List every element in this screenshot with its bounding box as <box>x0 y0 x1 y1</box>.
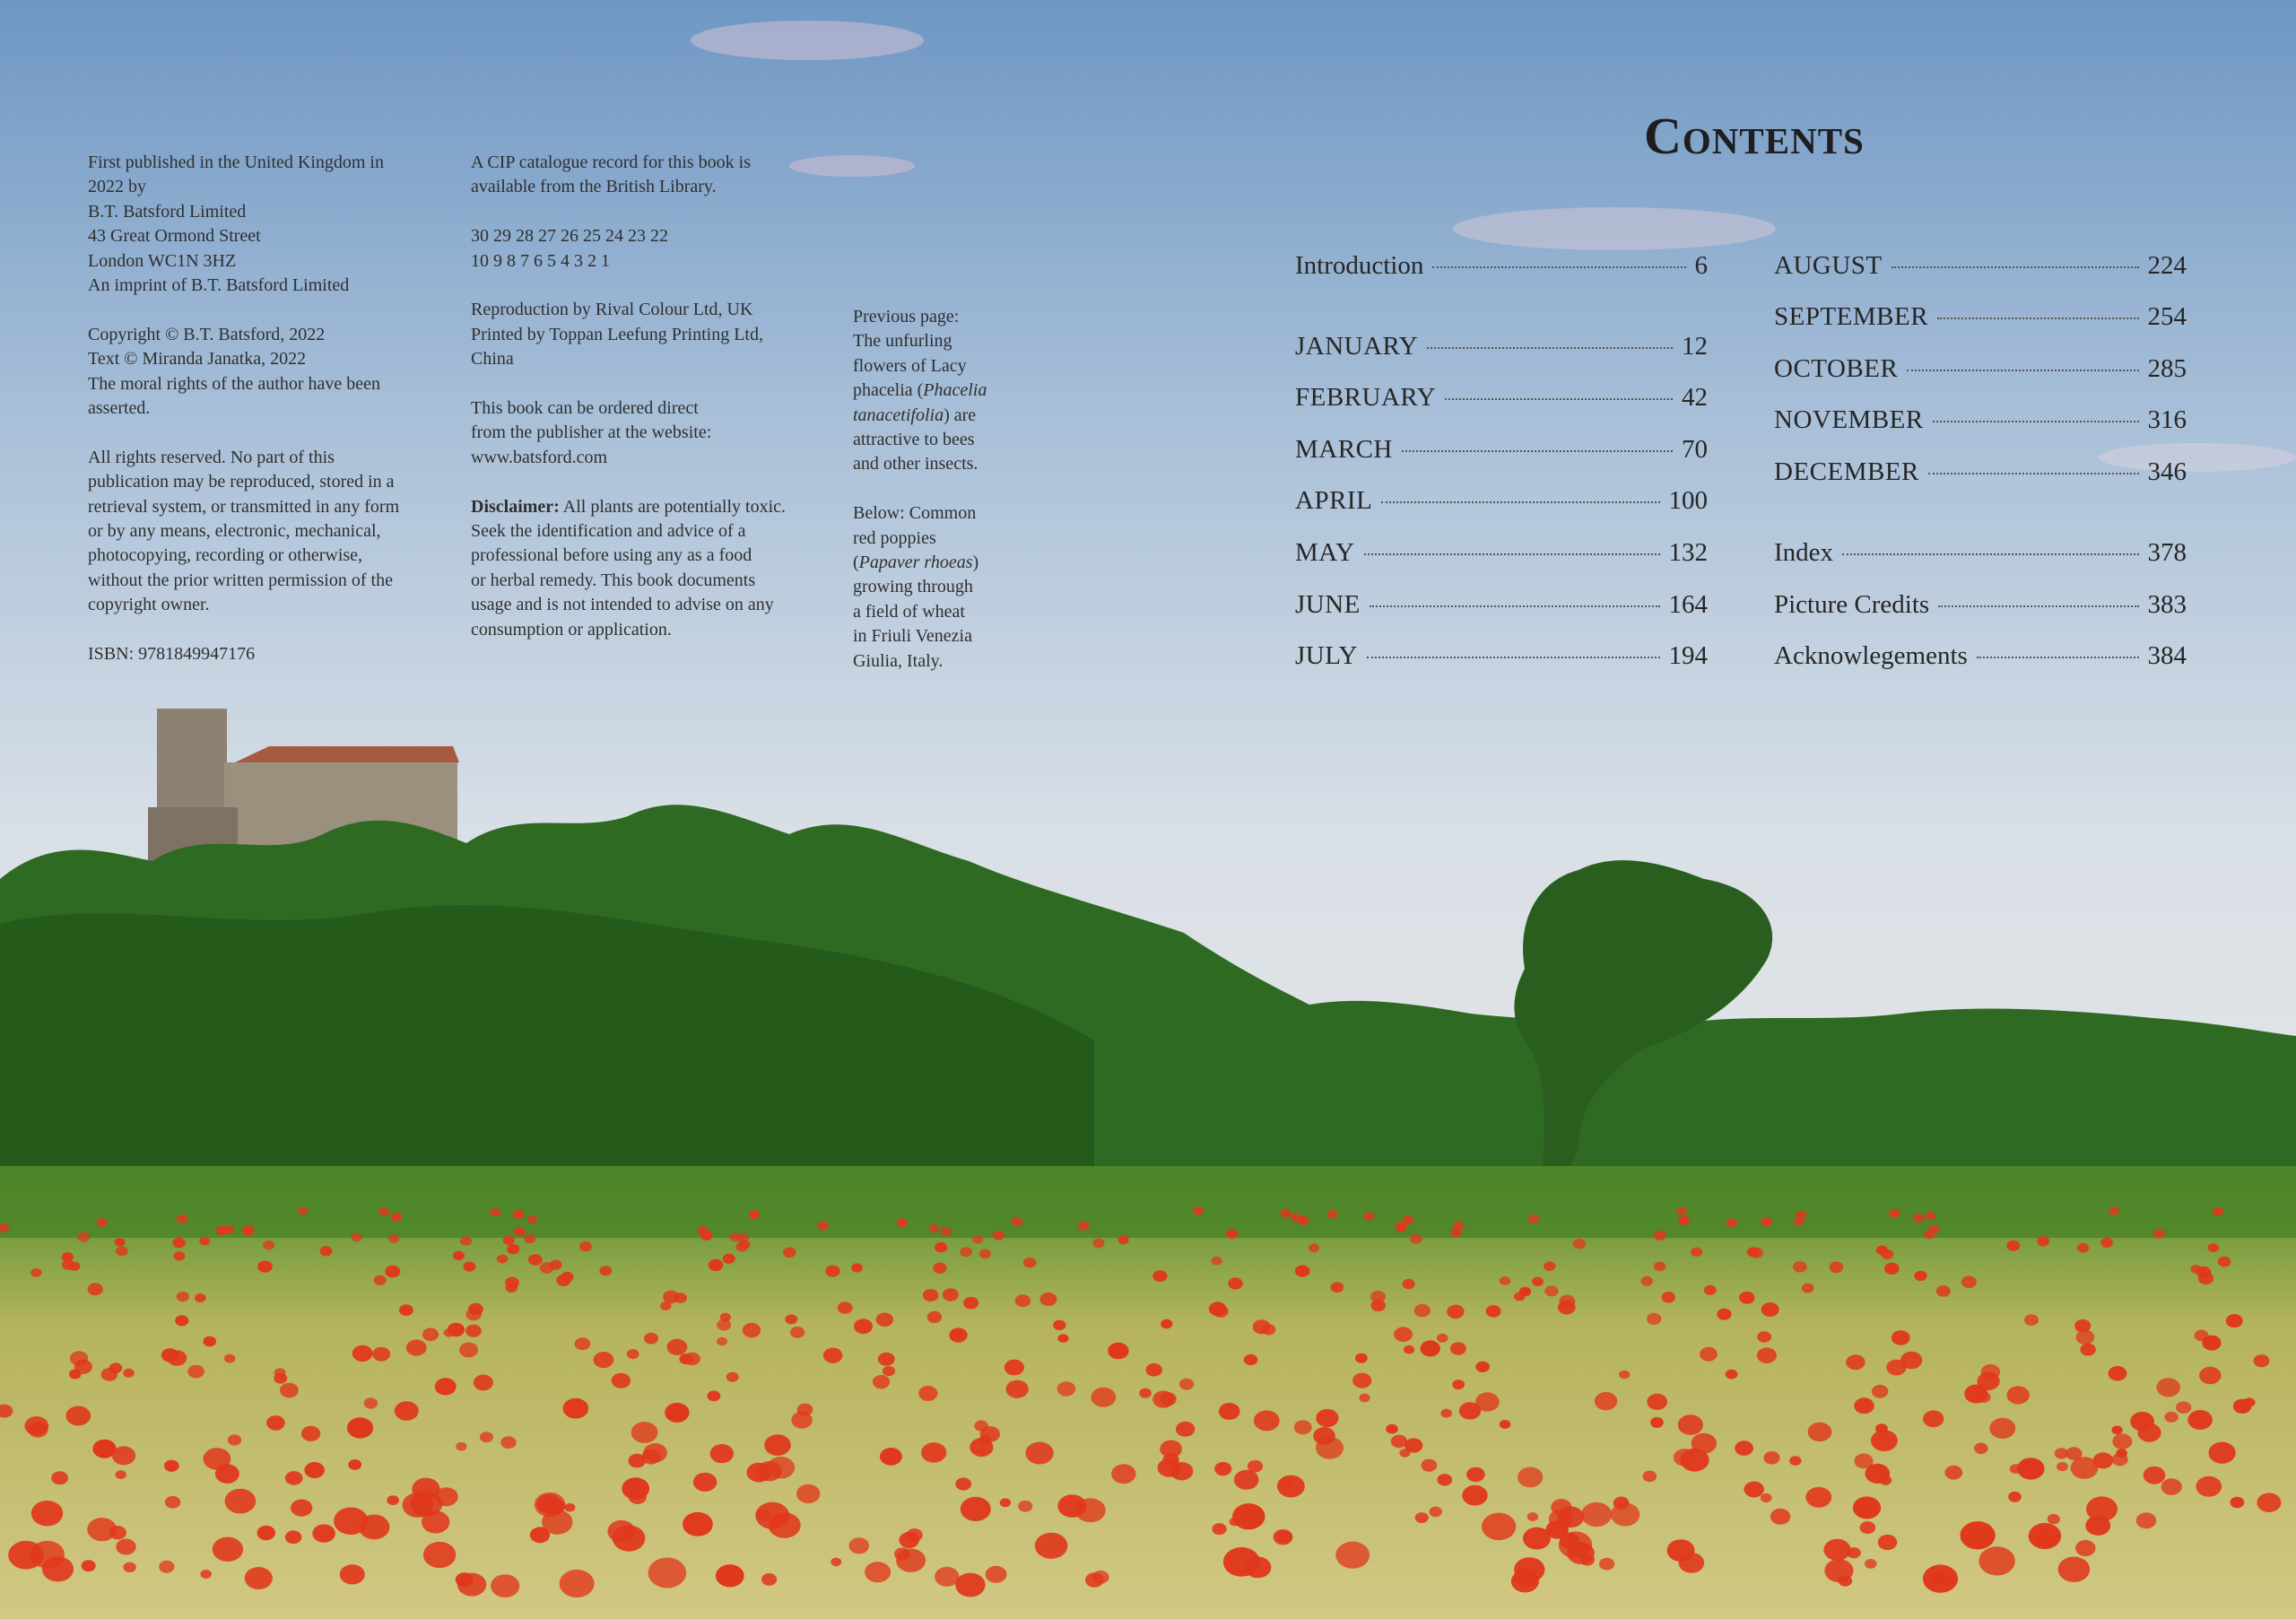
text-line: 10 9 8 7 6 5 4 3 2 1 <box>471 250 610 271</box>
toc-page-number: 285 <box>2147 354 2187 383</box>
dot-leader <box>1842 553 2138 555</box>
dot-leader <box>1928 473 2139 474</box>
dot-leader <box>1367 657 1660 658</box>
text-line: retrieval system, or transmitted in any form <box>88 496 400 517</box>
dot-leader <box>1937 318 2138 319</box>
caption-poppy-species: Papaver rhoeas <box>858 553 973 573</box>
text-line: ISBN: 9781849947176 <box>88 644 256 665</box>
toc-entry-acknowlegements[interactable] <box>1774 641 2187 671</box>
text-line: Copyright © B.T. Batsford, 2022 <box>88 324 326 344</box>
toc-page-number: 383 <box>2147 590 2187 619</box>
text-line: from the publisher at the website: <box>471 422 712 443</box>
cip-record <box>471 151 803 200</box>
publisher-info <box>88 151 429 298</box>
dot-leader <box>1381 501 1659 503</box>
dot-leader <box>1370 605 1660 607</box>
rights-statement <box>88 446 429 618</box>
text-line: or herbal remedy. This book documents <box>471 570 756 590</box>
toc-page-number: 346 <box>2147 457 2187 486</box>
toc-entry-july[interactable] <box>1295 641 1708 671</box>
text-line: copyright owner. <box>88 595 210 615</box>
text-line: Seek the identification and advice of a <box>471 521 746 542</box>
text-line: attractive to bees <box>853 430 975 450</box>
text-line: red poppies <box>853 527 936 548</box>
text-line: Giulia, Italy. <box>853 650 944 671</box>
toc-entry-picture-credits[interactable] <box>1774 590 2187 620</box>
text-line: or by any means, electronic, mechanical, <box>88 521 381 542</box>
print-line <box>471 224 803 274</box>
toc-entry-august[interactable] <box>1774 251 2187 281</box>
text-line: B.T. Batsford Limited <box>88 201 247 222</box>
toc-entry-june[interactable] <box>1295 590 1708 620</box>
toc-label: Picture Credits <box>1774 590 1930 619</box>
dot-leader <box>1938 605 2138 607</box>
text-line: photocopying, recording or otherwise, <box>88 545 363 566</box>
toc-label: SEPTEMBER <box>1774 302 1929 331</box>
dot-leader <box>1364 553 1660 555</box>
toc-label: JUNE <box>1295 590 1361 619</box>
text-line: usage and is not intended to advise on any <box>471 595 774 615</box>
text-line: First published in the United Kingdom in <box>88 152 384 172</box>
printer-info <box>471 298 803 371</box>
text-line: professional before using any as a food <box>471 545 752 566</box>
text-line: The moral rights of the author have been <box>88 373 380 394</box>
toc-entry-september[interactable] <box>1774 302 2187 332</box>
text-line: Reproduction by Rival Colour Ltd, UK <box>471 300 753 320</box>
photo-captions <box>853 305 1014 698</box>
dot-leader <box>1402 450 1673 452</box>
toc-entry-april[interactable] <box>1295 486 1708 516</box>
disclaimer-first: All plants are potentially toxic. <box>559 496 787 517</box>
text-line: in Friuli Venezia <box>853 626 972 647</box>
text-line: China <box>471 349 514 370</box>
toc-label: Acknowlegements <box>1774 641 1968 670</box>
toc-entry-index[interactable] <box>1774 538 2187 568</box>
caption-genus: Phacelia <box>923 380 987 401</box>
text-line: The unfurling <box>853 331 952 352</box>
toc-label: FEBRUARY <box>1295 383 1437 412</box>
toc-entry-march[interactable] <box>1295 435 1708 465</box>
text-line: www.batsford.com <box>471 447 608 467</box>
toc-entry-january[interactable] <box>1295 332 1708 361</box>
toc-entry-introduction[interactable] <box>1295 251 1708 281</box>
text-line: A CIP catalogue record for this book is <box>471 152 751 172</box>
toc-label: MARCH <box>1295 435 1393 464</box>
toc-entry-november[interactable] <box>1774 405 2187 435</box>
text-line: 43 Great Ormond Street <box>88 226 261 247</box>
order-info <box>471 396 803 470</box>
text-line: 30 29 28 27 26 25 24 23 22 <box>471 226 668 247</box>
caption-after: ) are <box>944 405 977 425</box>
dot-leader <box>1907 370 2138 371</box>
toc-page-number: 378 <box>2147 538 2187 567</box>
dot-leader <box>1892 266 2139 268</box>
text-line: publication may be reproduced, stored in a <box>88 472 395 492</box>
toc-label: JANUARY <box>1295 332 1419 361</box>
dot-leader <box>1933 421 2139 422</box>
toc-label: Introduction <box>1295 251 1424 280</box>
isbn <box>88 642 429 666</box>
text-line: An imprint of B.T. Batsford Limited <box>88 275 350 296</box>
text-line: growing through <box>853 577 973 597</box>
text-line: consumption or application. <box>471 619 672 640</box>
contents-title: Contents <box>1644 107 1865 165</box>
toc-page-number: 194 <box>1668 641 1708 670</box>
toc-label: MAY <box>1295 538 1355 567</box>
caption-previous-page <box>853 305 1014 477</box>
toc-page-number: 224 <box>2147 251 2187 280</box>
dot-leader <box>1445 398 1673 400</box>
toc-page-number: 6 <box>1694 251 1708 280</box>
dot-leader <box>1977 657 2139 658</box>
text-line: This book can be ordered direct <box>471 398 699 419</box>
text-line: and other insects. <box>853 454 978 474</box>
text-line: asserted. <box>88 398 151 419</box>
text-line: without the prior written permission of the <box>88 570 393 590</box>
toc-page-number: 384 <box>2147 641 2187 670</box>
toc-page-number: 164 <box>1668 590 1708 619</box>
text-line: phacelia ( <box>853 380 924 401</box>
toc-entry-may[interactable] <box>1295 538 1708 568</box>
toc-label: AUGUST <box>1774 251 1883 280</box>
caption-species: tanacetifolia <box>853 405 944 425</box>
text-line: available from the British Library. <box>471 177 717 197</box>
paren-close: ) <box>972 553 979 573</box>
toc-page-number: 100 <box>1668 486 1708 515</box>
text-line: flowers of Lacy <box>853 355 967 376</box>
toc-label: DECEMBER <box>1774 457 1919 486</box>
text-line: Text © Miranda Janatka, 2022 <box>88 349 307 370</box>
toc-label: APRIL <box>1295 486 1373 515</box>
disclaimer <box>471 495 803 642</box>
toc-entry-february[interactable] <box>1295 383 1708 413</box>
toc-label: NOVEMBER <box>1774 405 1924 434</box>
paren-open: ( <box>853 553 859 573</box>
toc-label: Index <box>1774 538 1834 567</box>
text-line: Printed by Toppan Leefung Printing Ltd, <box>471 324 763 344</box>
toc-entry-october[interactable] <box>1774 354 2187 384</box>
toc-label: OCTOBER <box>1774 354 1899 383</box>
toc-page-number: 254 <box>2147 302 2187 331</box>
text-line: 2022 by <box>88 177 146 197</box>
toc-label: JULY <box>1295 641 1358 670</box>
copyright-info <box>88 323 429 422</box>
toc-page-number: 42 <box>1682 383 1708 412</box>
imprint-column-1 <box>88 151 429 692</box>
text-line: All rights reserved. No part of this <box>88 447 335 467</box>
text-line: Below: Common <box>853 503 977 524</box>
dot-leader <box>1432 266 1685 268</box>
toc-page-number: 316 <box>2147 405 2187 434</box>
text-line: London WC1N 3HZ <box>88 250 237 271</box>
caption-below <box>853 501 1014 674</box>
toc-page-number: 12 <box>1682 332 1708 361</box>
disclaimer-label: Disclaimer: <box>471 496 560 517</box>
toc-page-number: 132 <box>1668 538 1708 567</box>
toc-page-number: 70 <box>1682 435 1708 464</box>
toc-entry-december[interactable] <box>1774 457 2187 487</box>
text-line: Previous page: <box>853 307 960 326</box>
imprint-column-2 <box>471 151 803 666</box>
dot-leader <box>1427 347 1673 349</box>
text-line: a field of wheat <box>853 601 965 622</box>
